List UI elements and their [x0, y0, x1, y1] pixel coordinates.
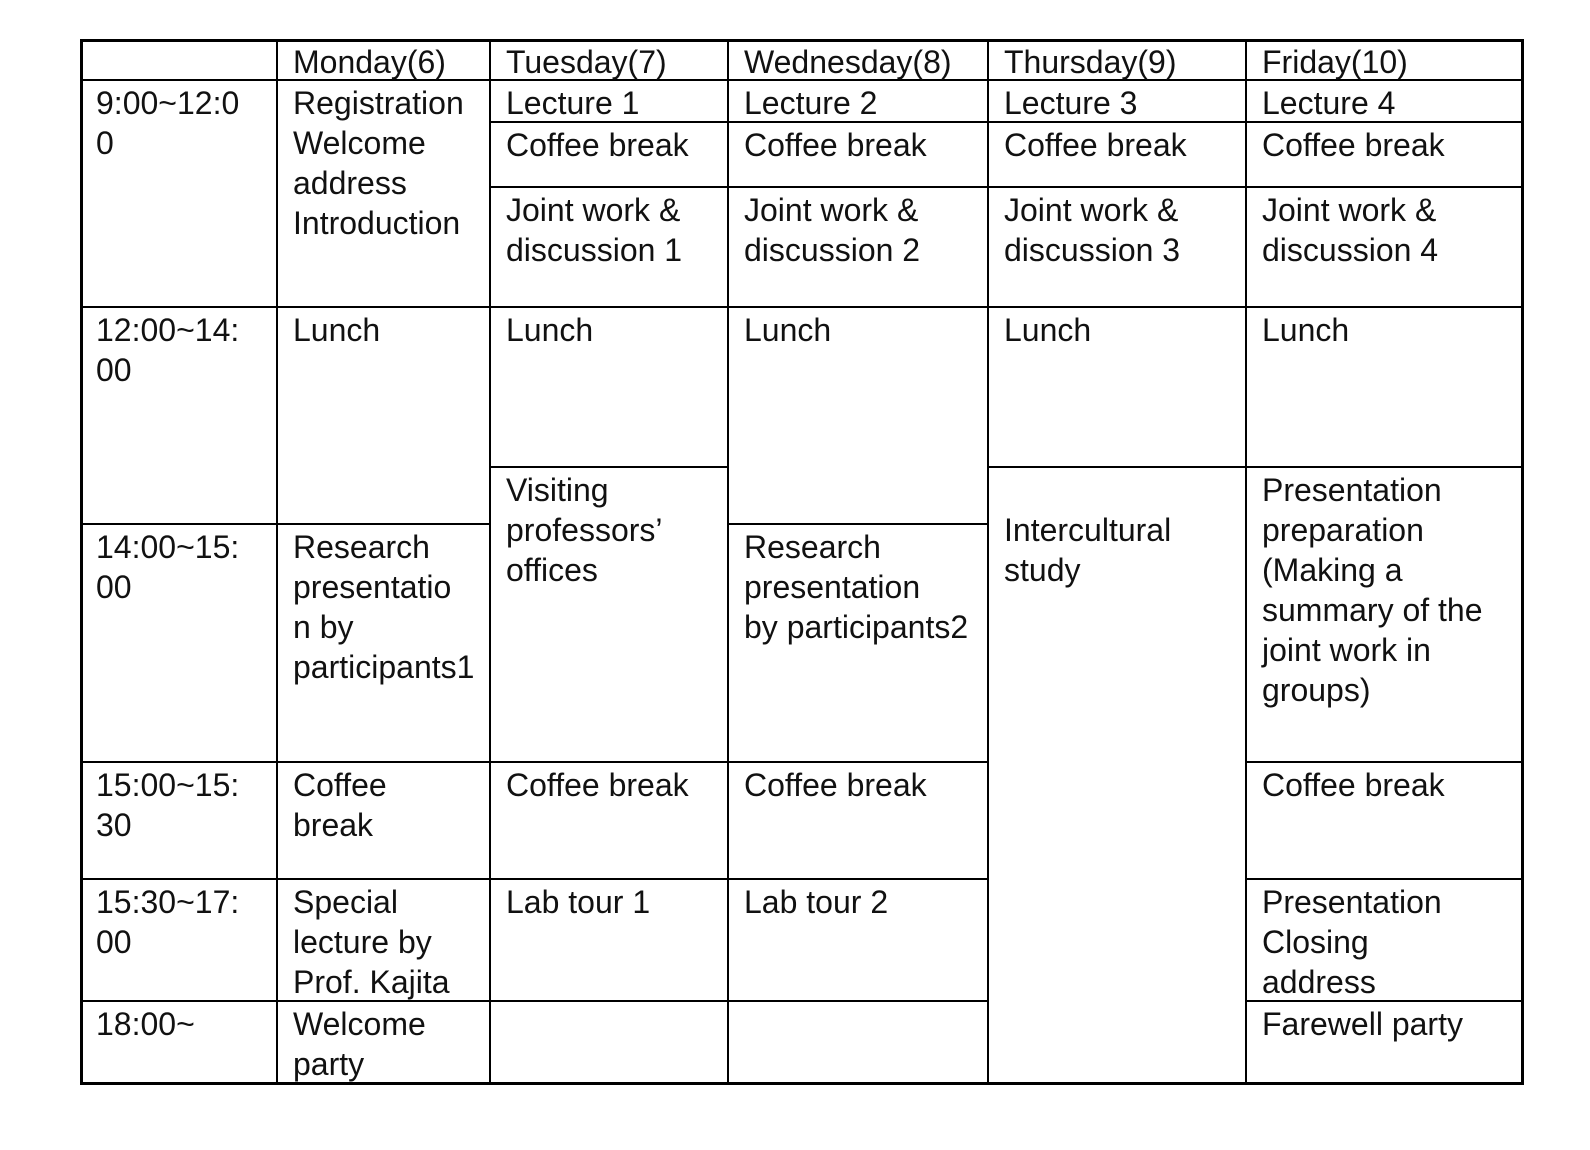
wednesday-lab-tour-cell: Lab tour 2: [744, 884, 889, 920]
header-thursday: Thursday(9): [1004, 44, 1177, 80]
wednesday-research-cell: Research presentation by participants2: [744, 529, 969, 645]
thursday-intercultural-cell: Intercultural study: [1004, 512, 1172, 588]
header-wednesday: Wednesday(8): [744, 44, 952, 80]
header-friday: Friday(10): [1262, 44, 1408, 80]
monday-lunch-cell: Lunch: [293, 312, 381, 348]
time-slot-afternoon: 14:00~15: 00: [96, 529, 240, 605]
monday-research-cell: Research presentatio n by participants1: [293, 529, 475, 685]
tuesday-lunch-cell: Lunch: [506, 312, 594, 348]
monday-evening-cell: Welcome party: [293, 1006, 426, 1082]
tuesday-joint-work-cell: Joint work & discussion 1: [506, 192, 683, 268]
friday-presentation-cell: Presentation Closing address: [1262, 884, 1442, 1000]
tuesday-coffee-cell: Coffee break: [506, 127, 689, 163]
wednesday-lecture-cell: Lecture 2: [744, 85, 878, 121]
time-slot-late-afternoon: 15:30~17: 00: [96, 884, 240, 960]
tuesday-evening-cell: [490, 1001, 728, 1085]
wednesday-joint-work-cell: Joint work & discussion 2: [744, 192, 921, 268]
friday-lecture-cell: Lecture 4: [1262, 85, 1396, 121]
thursday-coffee-cell: Coffee break: [1004, 127, 1187, 163]
time-slot-lunch: 12:00~14: 00: [96, 312, 240, 388]
time-slot-break: 15:00~15: 30: [96, 767, 240, 843]
wednesday-lunch-cell: Lunch: [744, 312, 832, 348]
time-slot-evening: 18:00~: [96, 1006, 195, 1042]
header-tuesday: Tuesday(7): [506, 44, 667, 80]
friday-joint-work-cell: Joint work & discussion 4: [1262, 192, 1439, 268]
friday-coffee-afternoon-cell: Coffee break: [1262, 767, 1445, 803]
tuesday-lab-tour-cell: Lab tour 1: [506, 884, 651, 920]
header-corner: [80, 39, 277, 80]
tuesday-visiting-cell: Visiting professors’ offices: [506, 472, 663, 588]
thursday-lunch-cell: Lunch: [1004, 312, 1092, 348]
wednesday-coffee-afternoon-cell: Coffee break: [744, 767, 927, 803]
wednesday-coffee-cell: Coffee break: [744, 127, 927, 163]
thursday-lecture-cell: Lecture 3: [1004, 85, 1138, 121]
schedule-table: [80, 39, 1524, 1085]
friday-presentation-prep-cell: Presentation preparation (Making a summary of the joint work in groups): [1262, 472, 1483, 708]
header-monday: Monday(6): [293, 44, 446, 80]
friday-coffee-cell: Coffee break: [1262, 127, 1445, 163]
friday-farewell-cell: Farewell party: [1262, 1006, 1463, 1042]
thursday-joint-work-cell: Joint work & discussion 3: [1004, 192, 1181, 268]
friday-lunch-cell: Lunch: [1262, 312, 1350, 348]
tuesday-lecture-cell: Lecture 1: [506, 85, 640, 121]
tuesday-coffee-afternoon-cell: Coffee break: [506, 767, 689, 803]
monday-morning-cell: Registration Welcome address Introduction: [293, 85, 464, 241]
monday-coffee-cell: Coffee break: [293, 767, 387, 843]
wednesday-evening-cell: [728, 1001, 988, 1085]
time-slot-morning: 9:00~12:0 0: [96, 85, 240, 161]
monday-special-lecture-cell: Special lecture by Prof. Kajita: [293, 884, 450, 1000]
